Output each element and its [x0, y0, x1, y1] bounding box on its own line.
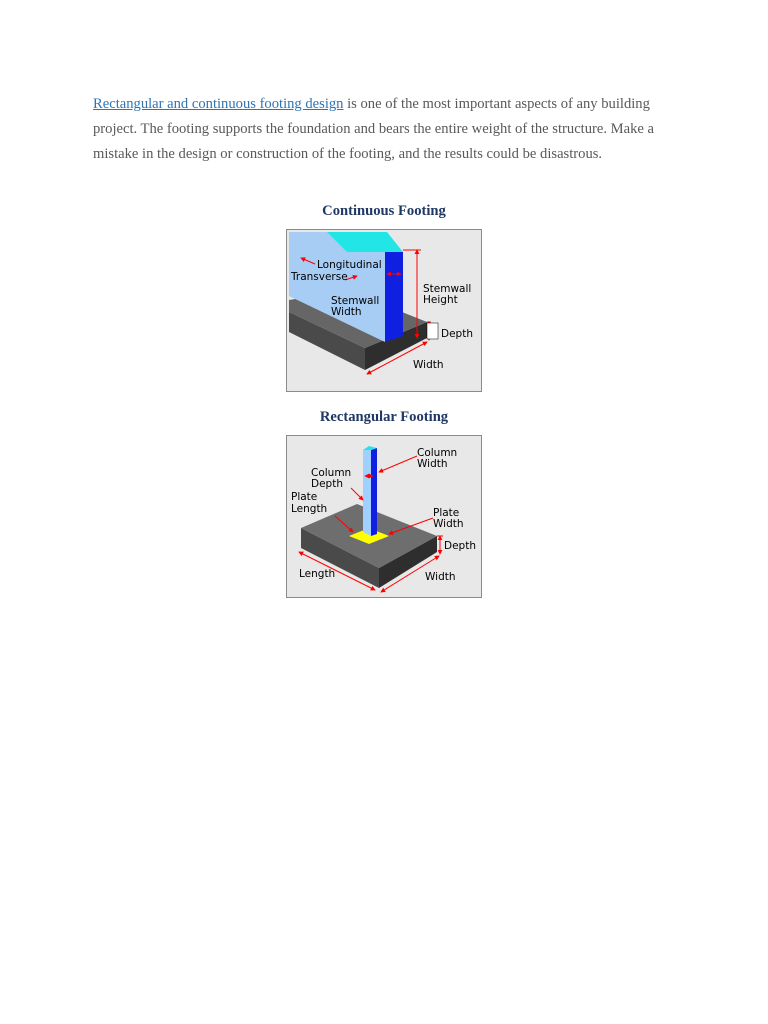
rectangular-footing-caption: Rectangular Footing [319, 409, 449, 425]
column-side [371, 448, 377, 536]
label-stemwall-width-line2: Width [331, 306, 362, 318]
label-stemwall-height-line2: Height [423, 294, 458, 306]
rectangular-footing-illustration [287, 436, 481, 597]
footing-design-link[interactable]: Rectangular and continuous footing design [93, 96, 344, 112]
stemwall-end [385, 252, 403, 342]
label-width: Width [413, 359, 444, 371]
label-longitudinal: Longitudinal [317, 259, 382, 271]
intro-paragraph [93, 92, 693, 167]
continuous-footing-caption: Continuous Footing [322, 203, 446, 219]
label-plate-length-line2: Length [291, 503, 328, 515]
rectangular-footing-diagram [286, 435, 482, 598]
intro-paragraph-text: is one of the most important aspects of any building project. The footing supports the foundation and bears the entire weight of the structure. Make a mistake in the design or construction of the footing, and the results could be disastrous. [93, 96, 655, 162]
label-column-width-line1: Column [417, 447, 458, 459]
label-stemwall-height-line1: Stemwall [423, 283, 472, 295]
label-width: Width [425, 571, 456, 583]
label-depth: Depth [444, 540, 476, 552]
label-stemwall-width-line1: Stemwall [331, 295, 380, 307]
label-plate-width-line1: Plate [433, 507, 460, 519]
continuous-footing-diagram [286, 229, 482, 392]
label-length: Length [299, 568, 336, 580]
label-plate-width-line2: Width [433, 518, 464, 530]
label-column-width-line2: Width [417, 458, 448, 470]
label-column-depth-line1: Column [311, 467, 352, 479]
label-column-depth-line2: Depth [311, 478, 343, 490]
label-plate-length-line1: Plate [291, 491, 318, 503]
depth-box [427, 323, 438, 339]
label-transverse: Transverse [291, 271, 348, 283]
continuous-footing-illustration [287, 230, 481, 391]
label-depth: Depth [441, 328, 473, 340]
column-front [363, 450, 371, 536]
